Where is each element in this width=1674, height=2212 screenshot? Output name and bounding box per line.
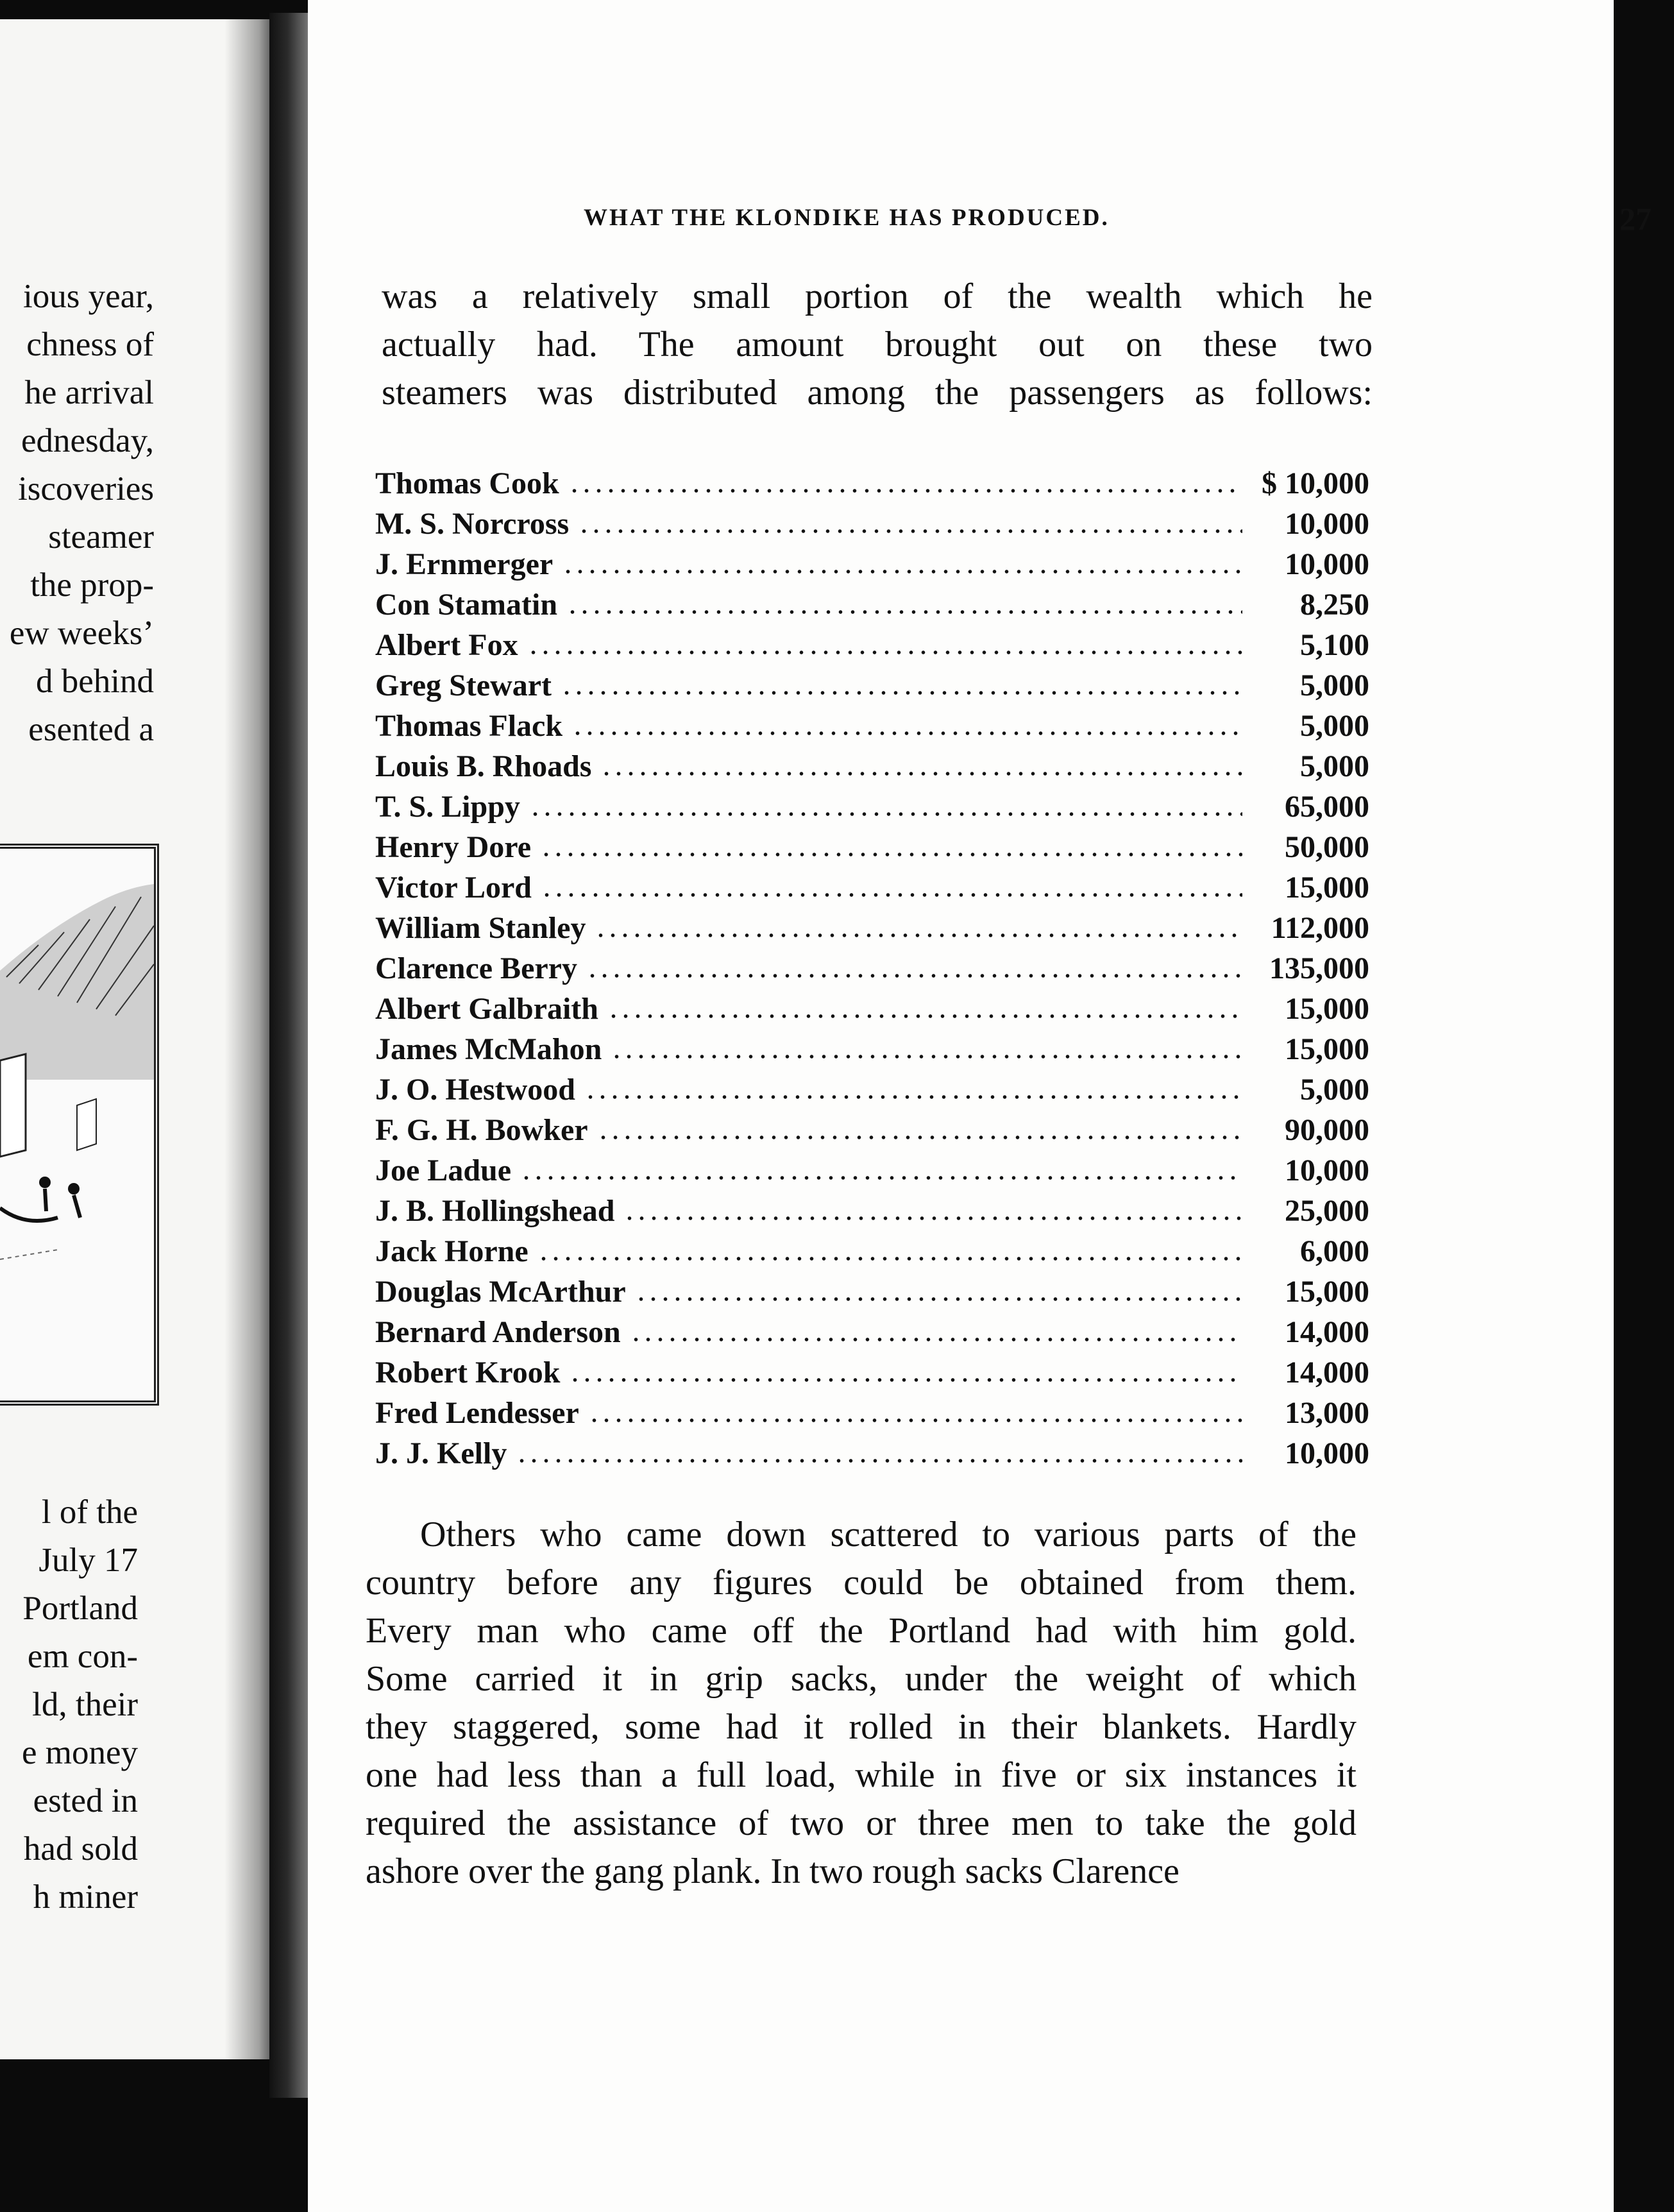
text-line: Others who came down scattered to various parts of the xyxy=(420,1515,1357,1554)
dot-leader xyxy=(584,1094,1242,1100)
dot-leader xyxy=(520,1175,1242,1180)
text-line: was a relatively small portion of the wealth which he xyxy=(382,276,1373,316)
passenger-name: Bernard Anderson xyxy=(375,1315,621,1349)
dot-leader xyxy=(607,1014,1242,1019)
passenger-row xyxy=(375,1107,1369,1148)
text-line: em con- xyxy=(27,1638,138,1675)
text-line: iscoveries xyxy=(18,470,154,507)
passenger-amount: 10,000 xyxy=(1285,547,1369,581)
closing-paragraph xyxy=(366,1511,1357,1896)
text-line: the prop- xyxy=(30,566,154,604)
passenger-row xyxy=(375,703,1369,744)
text-line: Some carried it in grip sacks, under the weight of which xyxy=(366,1659,1357,1699)
dot-leader xyxy=(569,1377,1242,1382)
passenger-amount: 5,000 xyxy=(1300,1073,1369,1107)
passenger-amount: 15,000 xyxy=(1285,992,1369,1026)
text-line: h miner xyxy=(33,1878,138,1916)
passenger-amount: 5,000 xyxy=(1300,749,1369,783)
passenger-amount: 25,000 xyxy=(1285,1194,1369,1228)
passenger-row xyxy=(375,1229,1369,1269)
facing-page-text-top xyxy=(10,273,154,754)
passenger-amount: 10,000 xyxy=(1285,507,1369,541)
passenger-amount: 15,000 xyxy=(1285,871,1369,905)
dot-leader xyxy=(595,933,1242,938)
passenger-name: Douglas McArthur xyxy=(375,1275,626,1309)
text-line: l of the xyxy=(41,1493,138,1531)
passenger-row xyxy=(375,501,1369,541)
passenger-row xyxy=(375,905,1369,946)
passenger-amount: 5,000 xyxy=(1300,709,1369,743)
facing-page-text-bottom xyxy=(22,1488,138,1921)
passenger-name: J. Ernmerger xyxy=(375,547,554,581)
text-line: Every man who came off the Portland had with him gold. xyxy=(366,1611,1357,1651)
dot-leader xyxy=(597,1135,1242,1140)
passenger-name: Jack Horne xyxy=(375,1234,528,1268)
running-title: WHAT THE KLONDIKE HAS PRODUCED. xyxy=(584,205,1110,231)
passenger-name: Con Stamatin xyxy=(375,588,558,622)
passenger-name: Louis B. Rhoads xyxy=(375,749,592,783)
text-line: July 17 xyxy=(38,1542,138,1579)
passenger-row xyxy=(375,1067,1369,1107)
dot-leader xyxy=(537,1256,1242,1261)
passenger-name: Thomas Cook xyxy=(375,466,559,500)
passenger-amount: 65,000 xyxy=(1285,790,1369,824)
passenger-name: James McMahon xyxy=(375,1032,602,1066)
passenger-list xyxy=(375,461,1369,1471)
text-line: chness of xyxy=(26,326,154,363)
passenger-name: William Stanley xyxy=(375,911,586,945)
text-line: d behind xyxy=(36,663,154,700)
text-line: steamers was distributed among the passengers as follows: xyxy=(382,373,1373,413)
passenger-row xyxy=(375,1148,1369,1188)
passenger-row xyxy=(375,582,1369,622)
dot-leader xyxy=(623,1216,1242,1221)
passenger-amount: 10,000 xyxy=(1285,1436,1369,1470)
text-line: country before any figures could be obtained from them. xyxy=(366,1563,1357,1603)
passenger-name: Albert Galbraith xyxy=(375,992,598,1026)
passenger-amount: 14,000 xyxy=(1285,1315,1369,1349)
text-line: required the assistance of two or three men to take the gold xyxy=(366,1803,1357,1843)
text-line: he arrival xyxy=(24,374,154,411)
passenger-name: Thomas Flack xyxy=(375,709,563,743)
passenger-amount: 135,000 xyxy=(1269,951,1369,985)
passenger-amount: 14,000 xyxy=(1285,1356,1369,1390)
passenger-name: Joe Ladue xyxy=(375,1153,512,1187)
passenger-name: J. O. Hestwood xyxy=(375,1073,575,1107)
text-line: ious year, xyxy=(23,278,154,315)
dot-leader xyxy=(635,1297,1242,1302)
passenger-row xyxy=(375,1431,1369,1471)
passenger-row xyxy=(375,1188,1369,1229)
dot-leader xyxy=(540,852,1242,857)
passenger-row xyxy=(375,744,1369,784)
dot-leader xyxy=(529,812,1242,817)
passenger-name: Greg Stewart xyxy=(375,668,552,702)
passenger-name: Henry Dore xyxy=(375,830,532,864)
dot-leader xyxy=(630,1337,1242,1342)
text-line: ew weeks’ xyxy=(9,615,154,652)
dot-leader xyxy=(571,731,1242,736)
text-line: had sold xyxy=(23,1830,138,1867)
passenger-name: Robert Krook xyxy=(375,1356,561,1390)
passenger-row xyxy=(375,622,1369,663)
illustration-drawing xyxy=(0,849,154,1400)
passenger-name: J. B. Hollingshead xyxy=(375,1194,615,1228)
passenger-row xyxy=(375,784,1369,824)
passenger-row xyxy=(375,1309,1369,1350)
dot-leader xyxy=(561,690,1242,695)
text-line: actually had. The amount brought out on these two xyxy=(382,325,1373,364)
dot-leader xyxy=(566,609,1242,615)
passenger-amount: 10,000 xyxy=(1285,1153,1369,1187)
dot-leader xyxy=(568,488,1242,493)
dot-leader xyxy=(611,1054,1242,1059)
passenger-row xyxy=(375,541,1369,582)
passenger-row xyxy=(375,461,1369,501)
text-line: they staggered, some had it rolled in their blankets. Hardly xyxy=(366,1707,1357,1747)
passenger-amount: 112,000 xyxy=(1271,911,1369,945)
passenger-row xyxy=(375,865,1369,905)
text-line: ld, their xyxy=(32,1686,138,1723)
text-line: ashore over the gang plank. In two rough sacks Clarence xyxy=(366,1851,1179,1891)
passenger-amount: 5,100 xyxy=(1300,628,1369,662)
passenger-amount: 50,000 xyxy=(1285,830,1369,864)
passenger-amount: 90,000 xyxy=(1285,1113,1369,1147)
text-line: esented a xyxy=(28,711,154,748)
passenger-name: Fred Lendesser xyxy=(375,1396,579,1430)
passenger-row xyxy=(375,1026,1369,1067)
engraving-illustration xyxy=(0,844,159,1406)
dot-leader xyxy=(527,650,1242,655)
passenger-amount: 13,000 xyxy=(1285,1396,1369,1430)
passenger-amount: 15,000 xyxy=(1285,1032,1369,1066)
text-line: ested in xyxy=(33,1782,138,1819)
page-27 xyxy=(308,0,1652,2212)
text-line: one had less than a full load, while in five or six instances it xyxy=(366,1755,1357,1795)
passenger-row xyxy=(375,663,1369,703)
passenger-name: F. G. H. Bowker xyxy=(375,1113,588,1147)
passenger-row xyxy=(375,824,1369,865)
text-line: ednesday, xyxy=(21,422,154,459)
page-number: 27 xyxy=(1619,201,1652,237)
dot-leader xyxy=(600,771,1242,776)
passenger-amount: 15,000 xyxy=(1285,1275,1369,1309)
dot-leader xyxy=(562,569,1242,574)
dot-leader xyxy=(586,973,1242,978)
passenger-row xyxy=(375,1350,1369,1390)
passenger-name: T. S. Lippy xyxy=(375,790,520,824)
passenger-name: Victor Lord xyxy=(375,871,532,905)
dot-leader xyxy=(516,1458,1242,1463)
dot-leader xyxy=(588,1418,1242,1423)
passenger-row xyxy=(375,986,1369,1026)
passenger-row xyxy=(375,1269,1369,1309)
passenger-name: M. S. Norcross xyxy=(375,507,570,541)
intro-paragraph xyxy=(382,273,1373,417)
passenger-row xyxy=(375,946,1369,986)
passenger-row xyxy=(375,1390,1369,1431)
passenger-name: Clarence Berry xyxy=(375,951,577,985)
passenger-name: J. J. Kelly xyxy=(375,1436,507,1470)
dot-leader xyxy=(578,529,1242,534)
passenger-name: Albert Fox xyxy=(375,628,518,662)
passenger-amount: 8,250 xyxy=(1300,588,1369,622)
text-line: Portland xyxy=(22,1590,138,1627)
passenger-amount: 5,000 xyxy=(1300,668,1369,702)
passenger-amount: 6,000 xyxy=(1300,1234,1369,1268)
text-line: e money xyxy=(21,1734,138,1771)
dot-leader xyxy=(541,892,1242,898)
text-line: steamer xyxy=(48,518,154,556)
facing-page-left xyxy=(0,19,282,2059)
passenger-amount: $ 10,000 xyxy=(1262,466,1369,500)
